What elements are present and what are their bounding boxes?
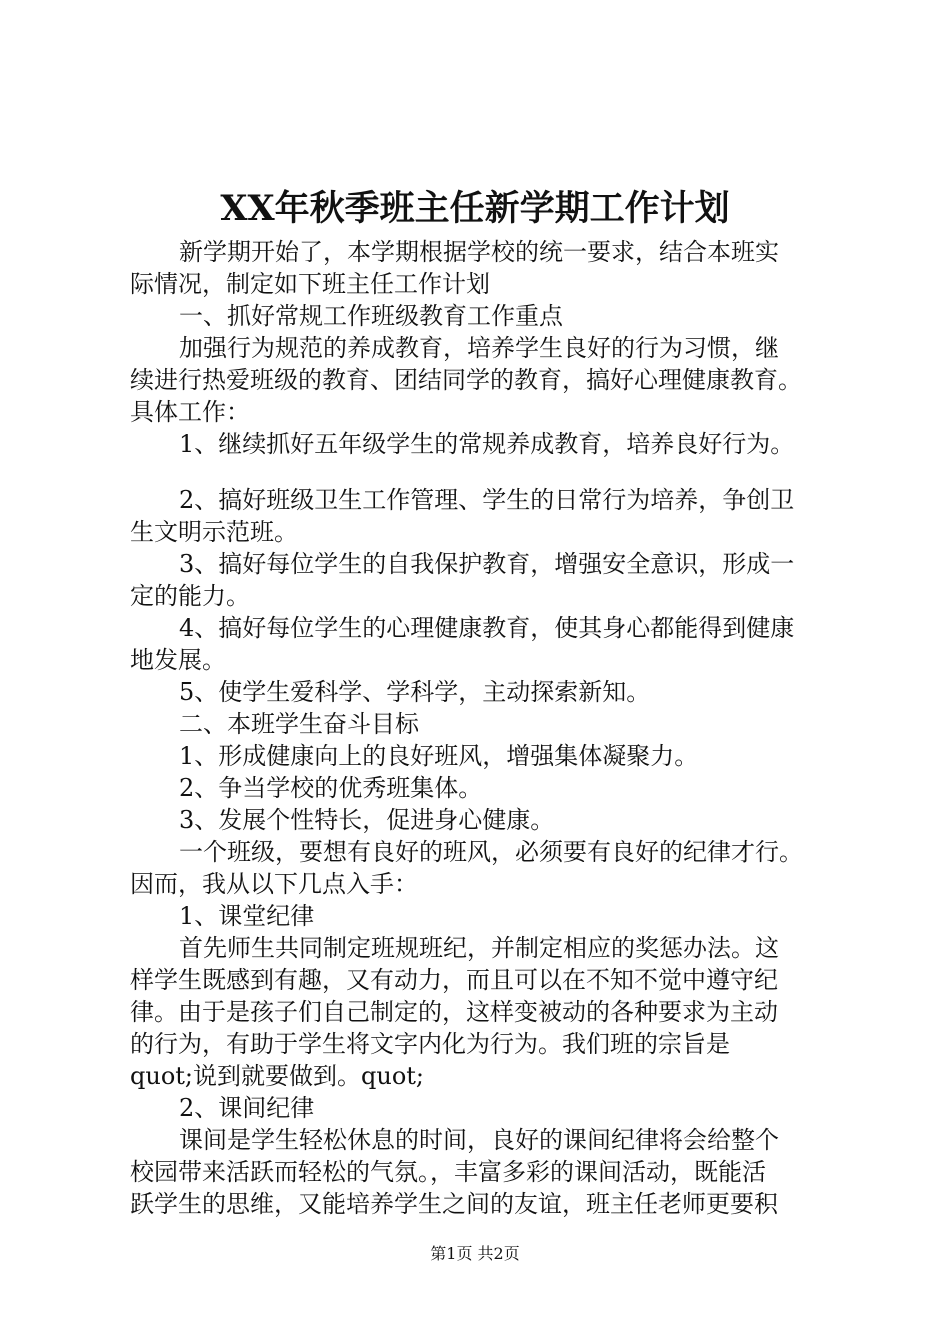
document-title: XX年秋季班主任新学期工作计划: [220, 188, 730, 229]
paragraph-line: 律。由于是孩子们自己制定的，这样变被动的各种要求为主动: [130, 998, 778, 1026]
paragraph-line: 定的能力。: [130, 582, 250, 610]
paragraph-line: 加强行为规范的养成教育，培养学生良好的行为习惯，继: [179, 334, 779, 362]
document-body: [130, 236, 835, 1220]
paragraph-line: 新学期开始了，本学期根据学校的统一要求，结合本班实: [179, 238, 779, 266]
list-item: 3、发展个性特长，促进身心健康。: [179, 806, 555, 834]
paragraph-line: 际情况，制定如下班主任工作计划: [130, 270, 490, 298]
paragraph-line: 具体工作：: [130, 398, 250, 426]
paragraph-line: 因而，我从以下几点入手：: [130, 870, 418, 898]
paragraph-line: 样学生既感到有趣，又有动力，而且可以在不知不觉中遵守纪: [130, 966, 778, 994]
paragraph-line: 地发展。: [130, 646, 226, 674]
paragraph-line: 的行为，有助于学生将文字内化为行为。我们班的宗旨是: [130, 1030, 730, 1058]
paragraph-line: 跃学生的思维，又能培养学生之间的友谊，班主任老师更要积: [130, 1190, 778, 1218]
paragraph-line: 一个班级，要想有良好的班风，必须要有良好的纪律才行。: [179, 838, 803, 866]
paragraph-line: 校园带来活跃而轻松的气氛。，丰富多彩的课间活动，既能活: [130, 1158, 766, 1186]
list-item: 5、使学生爱科学、学科学，主动探索新知。: [179, 678, 651, 706]
section-heading: 一、抓好常规工作班级教育工作重点: [179, 302, 563, 330]
paragraph-line: 续进行热爱班级的教育、团结同学的教育，搞好心理健康教育。: [130, 366, 802, 394]
list-item: 3、搞好每位学生的自我保护教育，增强安全意识，形成一: [179, 550, 795, 578]
paragraph-line: 首先师生共同制定班规班纪，并制定相应的奖惩办法。这: [179, 934, 779, 962]
paragraph-line: quot;说到就要做到。quot;: [130, 1062, 424, 1090]
paragraph-line: 生文明示范班。: [130, 518, 298, 546]
paragraph-line: 课间是学生轻松休息的时间，良好的课间纪律将会给整个: [179, 1126, 779, 1154]
subsection-heading: 1、课堂纪律: [179, 902, 315, 930]
list-item: 4、搞好每位学生的心理健康教育，使其身心都能得到健康: [179, 614, 795, 642]
list-item: 2、搞好班级卫生工作管理、学生的日常行为培养，争创卫: [179, 486, 795, 514]
page-footer: 第1页 共2页: [430, 1244, 520, 1263]
subsection-heading: 2、课间纪律: [179, 1094, 315, 1122]
section-heading: 二、本班学生奋斗目标: [179, 710, 419, 738]
list-item: 2、争当学校的优秀班集体。: [179, 774, 483, 802]
list-item: 1、继续抓好五年级学生的常规养成教育，培养良好行为。: [179, 430, 795, 458]
list-item: 1、形成健康向上的良好班风，增强集体凝聚力。: [179, 742, 699, 770]
